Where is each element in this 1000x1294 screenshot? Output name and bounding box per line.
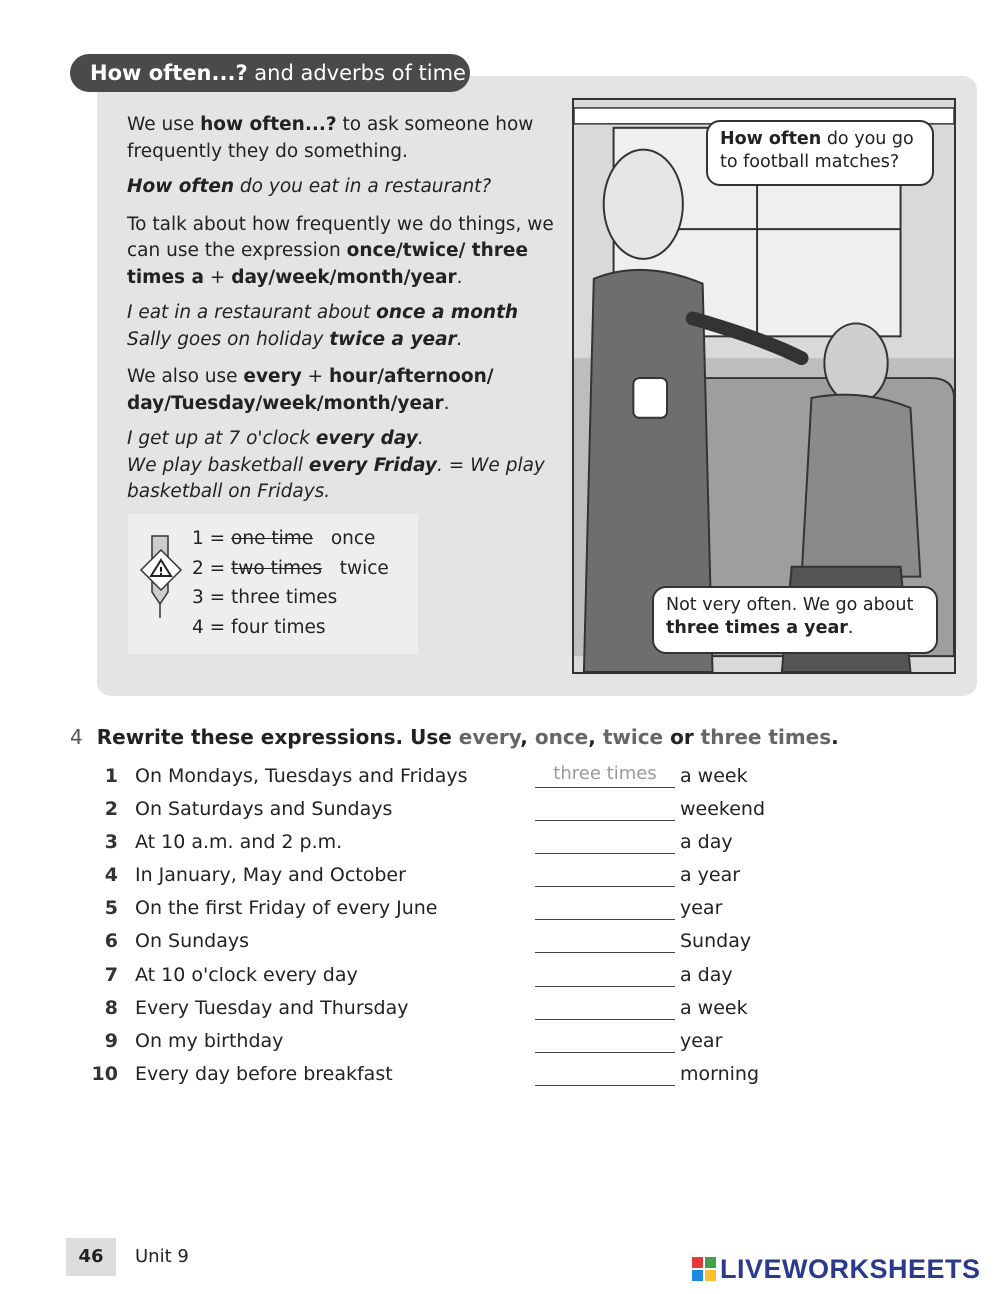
exercise-row: 3 At 10 a.m. and 2 p.m. a day	[104, 831, 733, 853]
answer-field[interactable]	[535, 831, 675, 854]
answer-field[interactable]	[535, 1063, 675, 1086]
grammar-paragraph-1: We use how often...? to ask someone how frequently they do something.	[127, 114, 534, 162]
exercise-row: 9 On my birthday year	[104, 1030, 723, 1052]
answer-field[interactable]	[535, 897, 675, 920]
warning-pencil-icon	[138, 530, 184, 620]
exercise-row: 7 At 10 o'clock every day a day	[104, 964, 733, 986]
answer-field[interactable]	[535, 798, 675, 821]
exercise-row: 1 On Mondays, Tuesdays and Fridays three times a week	[104, 763, 748, 787]
grammar-paragraph-2: To talk about how frequently we do things, we can use the expression once/twice/ three times a + day/week/month/year.	[127, 213, 554, 288]
speech-bubble-question: How often do you go to football matches?	[706, 120, 934, 186]
tip-row-4: 4 = four times	[192, 616, 326, 638]
tip-list	[192, 524, 389, 642]
liveworksheets-logo: LIVEWORKSHEETS	[692, 1252, 981, 1286]
grammar-text	[127, 112, 567, 506]
tip-row-1: 1 = one time once	[192, 528, 376, 549]
grammar-example-1: How often do you eat in a restaurant?	[127, 176, 492, 197]
exercise-row: 8 Every Tuesday and Thursday a week	[104, 997, 748, 1019]
answer-field[interactable]	[535, 997, 675, 1020]
answer-field[interactable]	[535, 964, 675, 987]
tip-row-3: 3 = three times	[192, 587, 338, 608]
grammar-example-2: I eat in a restaurant about once a month	[127, 302, 519, 323]
answer-field[interactable]	[535, 864, 675, 887]
answer-field[interactable]	[535, 1030, 675, 1053]
grammar-example-5: We play basketball every Friday. = We play basketball on Fridays.	[127, 454, 545, 502]
unit-label: Unit 9	[135, 1246, 189, 1267]
grammar-paragraph-3: We also use every + hour/afternoon/ day/Tuesday/week/month/year.	[127, 366, 494, 414]
svg-text:!: !	[158, 565, 164, 578]
exercise-row: 10 Every day before breakfast morning	[91, 1063, 760, 1085]
logo-icon	[692, 1257, 716, 1281]
exercise-row: 2 On Saturdays and Sundays weekend	[104, 798, 766, 820]
answer-field[interactable]: three times	[535, 765, 675, 788]
exercise-title: 4 Rewrite these expressions. Use every, once, twice or three times.	[70, 725, 839, 749]
speech-bubble-answer: Not very often. We go about three times a year.	[652, 586, 938, 654]
grammar-title: How often...? and adverbs of time	[70, 54, 470, 92]
grammar-example-3: Sally goes on holiday twice a year.	[127, 328, 463, 350]
grammar-example-4: I get up at 7 o'clock every day.	[127, 428, 424, 449]
exercise-row: 6 On Sundays Sunday	[104, 930, 752, 952]
page-number: 46	[66, 1238, 116, 1276]
answer-field[interactable]	[535, 930, 675, 953]
exercise-row: 4 In January, May and October a year	[104, 864, 741, 886]
tip-row-2: 2 = two times twice	[192, 557, 389, 579]
exercise-row: 5 On the first Friday of every June year	[104, 897, 723, 919]
